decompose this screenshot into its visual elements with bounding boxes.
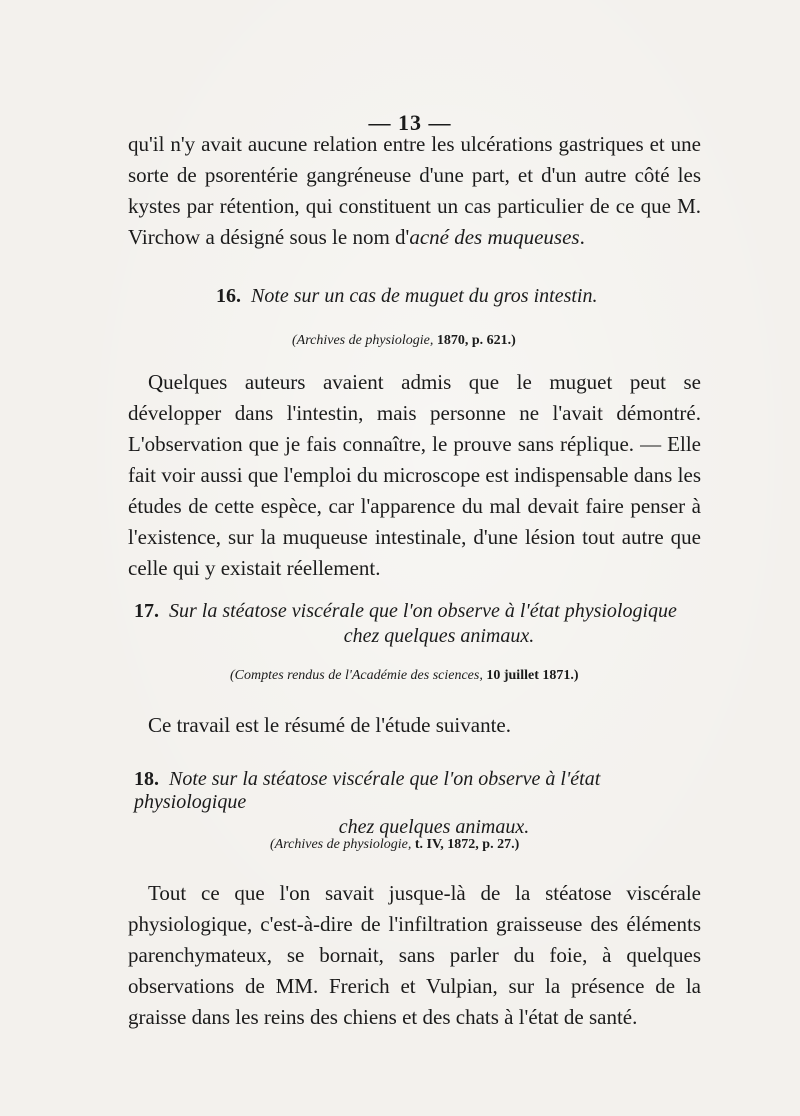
- section-16-citation: [292, 333, 516, 349]
- section-18-title-line1: Note sur la stéatose viscérale que l'on observe à l'état physiologique: [134, 768, 601, 813]
- section-17-body: Ce travail est le résumé de l'étude suivante.: [148, 713, 511, 737]
- section-18-citation: [270, 837, 519, 853]
- section-16-citation-ref: 1870, p. 621.): [436, 333, 516, 348]
- section-18-number: 18.: [134, 768, 159, 790]
- section-16-heading: [216, 285, 597, 308]
- section-16-number: 16.: [216, 285, 241, 307]
- section-17-title-line1: Sur la stéatose viscérale que l'on observe à l'état physiologique: [169, 600, 677, 622]
- page-number: — 13 —: [368, 110, 452, 135]
- paragraph-end: .: [579, 225, 585, 249]
- section-17-citation-journal: (Comptes rendus de l'Académie des sciences,: [230, 668, 483, 683]
- section-17-citation: [230, 668, 579, 684]
- section-18-body: Tout ce que l'on savait jusque-là de la stéatose viscérale physiologique, c'est-à-dire de l'infiltration graisseuse des éléments parenchymateux, se bornait, sans parler du foie, à quelques observations de MM. Frerich et Vulpian, sur la présence de la graisse dans les reins des chiens et des chats à l'état de santé.: [128, 881, 701, 1029]
- section-17-number: 17.: [134, 600, 159, 622]
- paragraph-continuation: [128, 129, 701, 253]
- section-18-heading: [134, 768, 704, 839]
- section-18-title-line2: chez quelques animaux.: [338, 816, 530, 838]
- section-18-citation-journal: (Archives de physiologie,: [270, 837, 412, 852]
- section-16-title: Note sur un cas de muguet du gros intestin.: [251, 285, 598, 307]
- paragraph-text: qu'il n'y avait aucune relation entre les ulcérations gastriques et une sorte de psorentérie gangréneuse d'une part, et d'un autre côté les kystes par rétention, qui constituent un cas particulier de ce que M. Virchow a désigné sous le nom d': [128, 132, 701, 249]
- section-17-title-line2: chez quelques animaux.: [343, 625, 535, 647]
- paragraph-italic-term: acné des muqueuses: [409, 225, 580, 249]
- section-16-body: Quelques auteurs avaient admis que le muguet peut se développer dans l'intestin, mais personne ne l'avait démontré. L'observation que je fais connaître, le prouve sans réplique. — Elle fait voir aussi que l'emploi du microscope est indispensable dans les études de cette espèce, car l'apparence du mal devait faire penser à l'existence, sur la muqueuse intestinale, d'une lésion tout autre que celle qui y existait réellement.: [128, 370, 701, 580]
- section-18-citation-ref: t. IV, 1872, p. 27.): [414, 837, 520, 852]
- section-16-citation-journal: (Archives de physiologie,: [292, 333, 434, 348]
- section-17-citation-ref: 10 juillet 1871.): [486, 668, 579, 683]
- section-17-heading: [134, 600, 704, 648]
